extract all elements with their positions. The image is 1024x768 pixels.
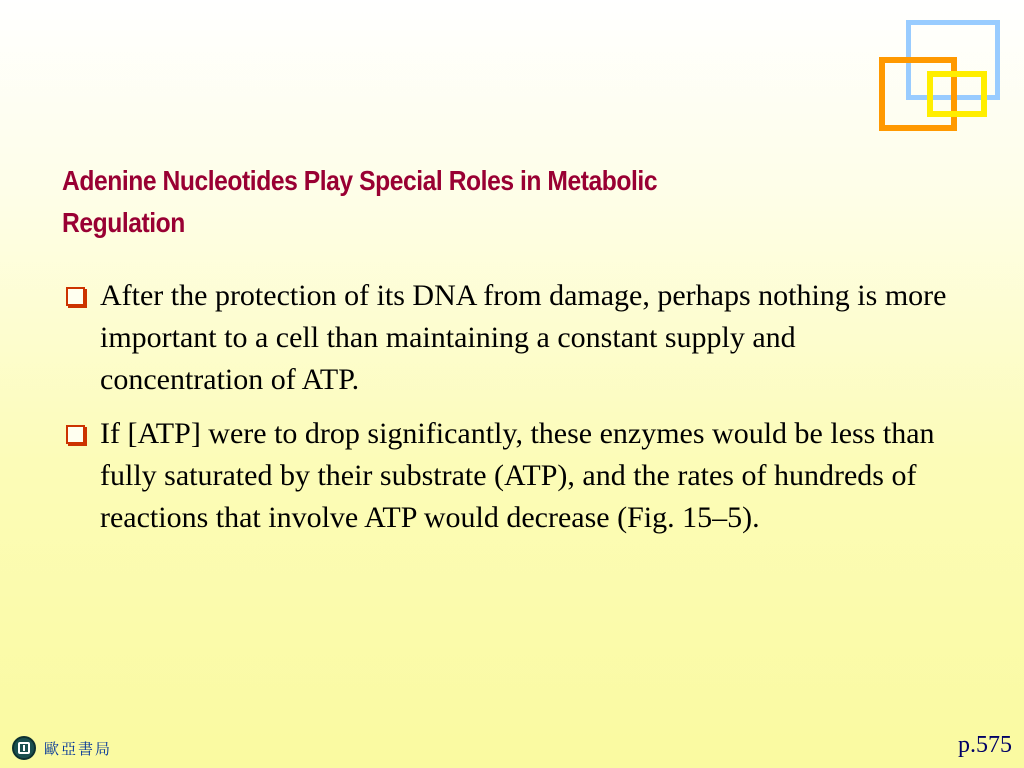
- publisher-name: 歐亞書局: [44, 739, 113, 758]
- page-number: p.575: [958, 732, 1012, 758]
- publisher-logo-icon: [12, 736, 36, 760]
- decorative-square-yellow: [927, 71, 987, 117]
- bullet-text: After the protection of its DNA from damage, perhaps nothing is more important to a cell than maintaining a constant supply and concentration of ATP.: [100, 279, 947, 396]
- slide-title: Adenine Nucleotides Play Special Roles in Metabolic Regulation: [62, 165, 658, 238]
- square-bullet-icon: [66, 425, 85, 444]
- publisher-logo: [12, 736, 112, 760]
- square-bullet-icon: [66, 287, 85, 306]
- bullet-list: [62, 275, 962, 551]
- bullet-item: [62, 413, 962, 539]
- bullet-item: [62, 275, 962, 401]
- bullet-text: If [ATP] were to drop significantly, these enzymes would be less than fully saturated by their substrate (ATP), and the rates of hundreds of reactions that involve ATP would decrease (Fig. 15–5).: [100, 417, 935, 534]
